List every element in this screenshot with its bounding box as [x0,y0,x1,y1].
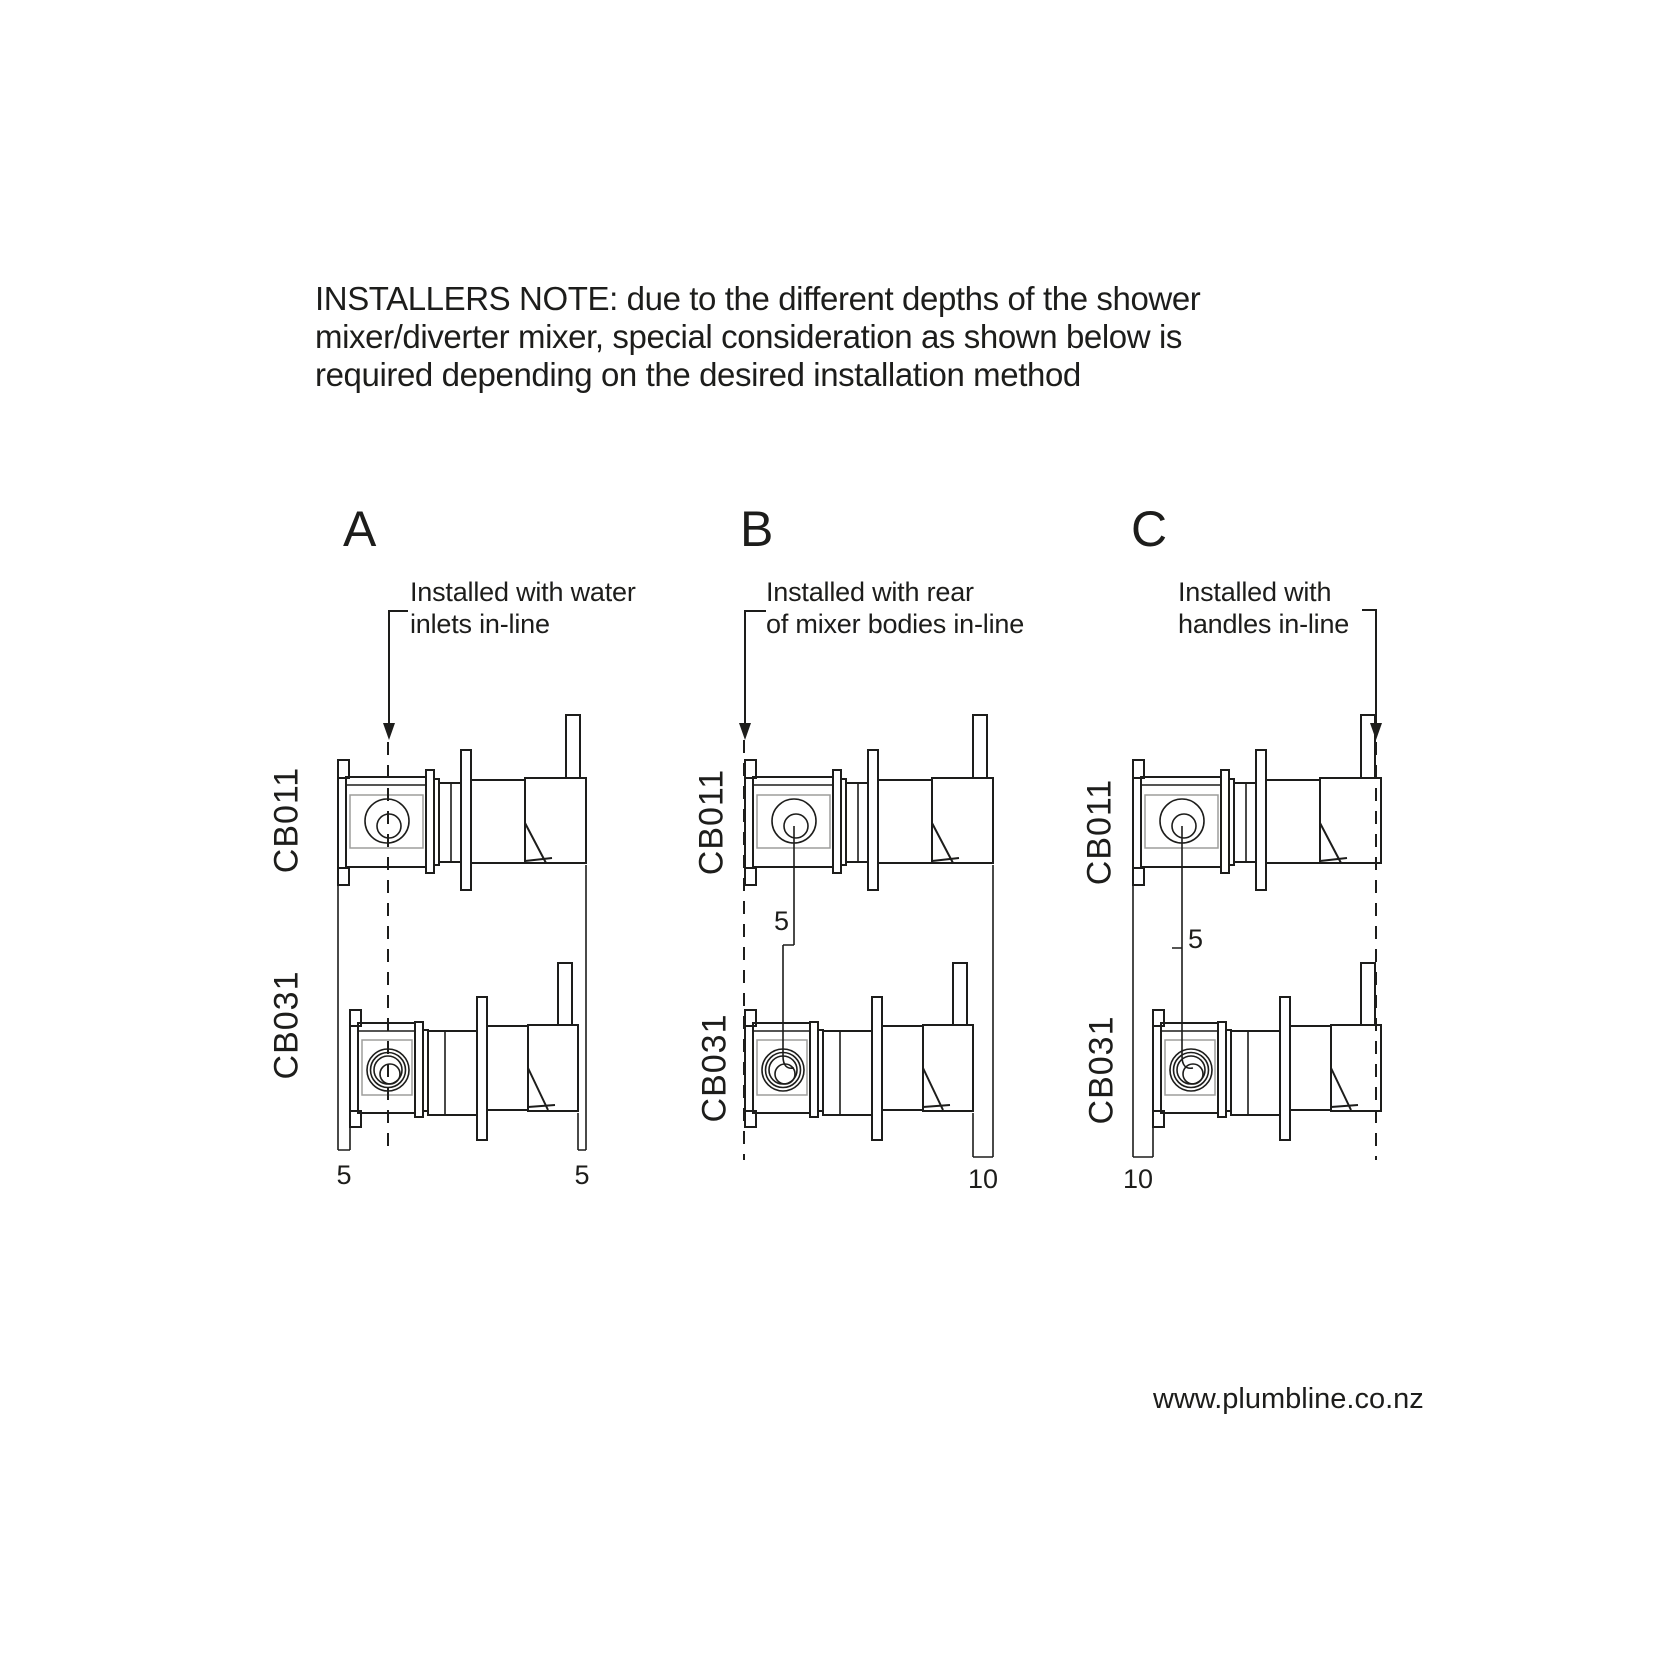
section-c-caption-line-2: handles in-line [1178,609,1350,639]
cb011-drawing-c [1133,715,1381,890]
model-label-cb011-b: CB011 [692,768,731,876]
arrow-down-icon-a [383,723,395,740]
section-c-letter: C [1131,501,1169,557]
dim-a-right-5: 5 [574,1160,590,1190]
arrow-down-icon-c [1370,723,1382,740]
section-a-letter: A [343,501,378,557]
model-label-cb011-c: CB011 [1080,778,1119,886]
section-b-caption-line-1: Installed with rear [766,577,974,607]
section-b-letter: B [740,501,775,557]
section-a-caption-line-2: inlets in-line [410,609,550,639]
cb011-drawing-b [745,715,993,890]
installers-note-line-1: INSTALLERS NOTE: due to the different depths of the shower [315,280,1201,317]
cb011-drawing-a [338,715,586,890]
installers-note-line-3: required depending on the desired installation method [315,356,1081,393]
section-a-caption-line-1: Installed with water [410,577,636,607]
dim-lines-a-left [338,886,350,1150]
dim-line-b-mid [783,826,794,1068]
dim-lines-c-left [1133,886,1153,1157]
installers-note-line-2: mixer/diverter mixer, special consideration as shown below is [315,318,1182,355]
cb031-drawing-b [745,963,973,1140]
cb031-drawing-a [350,963,578,1140]
dim-b-mid-5: 5 [773,906,789,936]
section-c-caption-line-1: Installed with [1178,577,1332,607]
section-b-caption-line-2: of mixer bodies in-line [766,609,1025,639]
dim-lines-a-right [578,865,586,1150]
model-label-cb011-a: CB011 [267,766,306,874]
model-label-cb031-a: CB031 [267,970,306,1080]
leader-line-a [389,611,408,726]
leader-line-b [745,611,766,726]
arrow-down-icon-b [739,723,751,740]
dim-c-left-10: 10 [1122,1164,1154,1194]
leader-line-c [1362,610,1376,726]
dim-lines-b-right [973,865,993,1157]
model-label-cb031-c: CB031 [1082,1015,1121,1125]
dim-c-mid-5: 5 [1188,924,1204,954]
dim-a-left-5: 5 [336,1160,352,1190]
website-url: www.plumbline.co.nz [1153,1383,1424,1415]
dim-b-right-10: 10 [967,1164,999,1194]
model-label-cb031-b: CB031 [695,1013,734,1123]
cb031-drawing-c [1153,963,1381,1140]
dim-line-c-mid [1172,826,1193,1068]
